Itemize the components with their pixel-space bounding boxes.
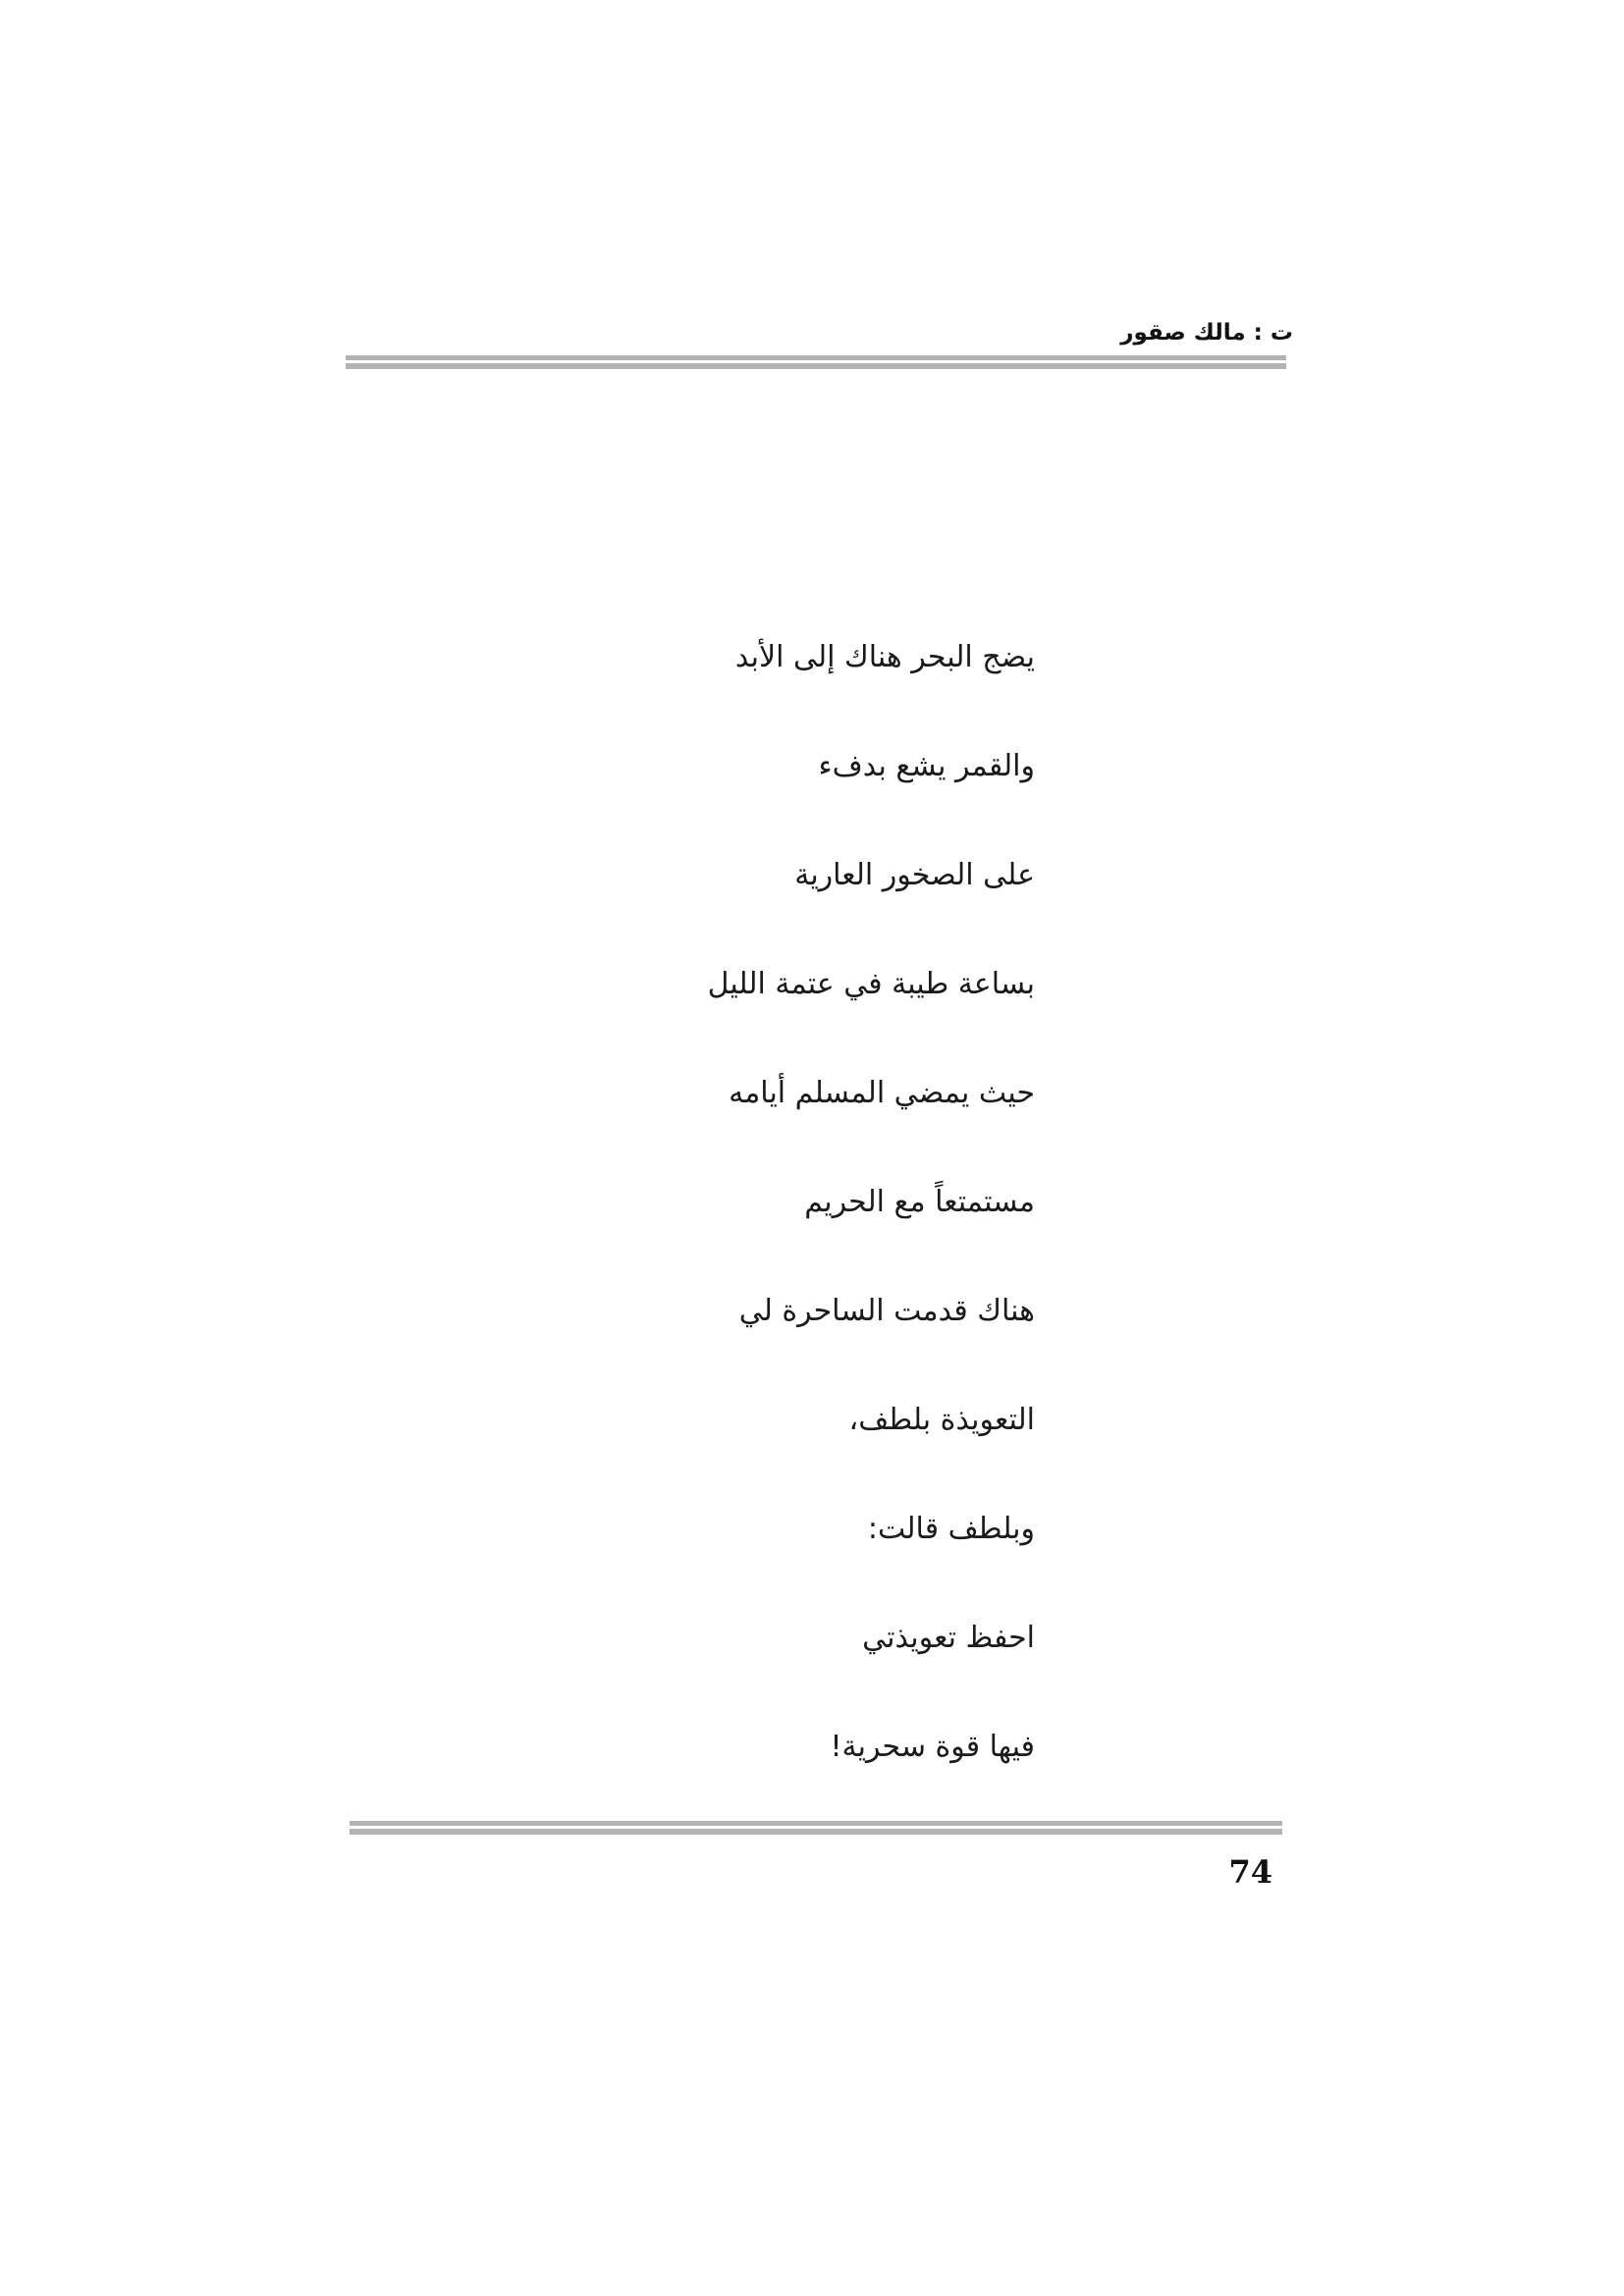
verse-line: وبلطف قالت:: [867, 1512, 1035, 1546]
verse-line: هناك قدمت الساحرة لي: [738, 1294, 1035, 1328]
verse-line: على الصخور العارية: [794, 858, 1035, 892]
verse-line: حيث يمضي المسلم أيامه: [729, 1076, 1035, 1110]
verse-line: والقمر يشع بدفء: [818, 749, 1035, 783]
verse-line: التعويذة بلطف،: [848, 1403, 1035, 1437]
verse-line: فيها قوة سحرية!: [830, 1730, 1035, 1764]
poem-text: [446, 628, 1035, 1827]
verse-line: احفظ تعويذتي: [862, 1621, 1035, 1655]
verse-line: بساعة طيبة في عتمة الليل: [707, 967, 1035, 1001]
verse-line: مستمتعاً مع الحريم: [804, 1185, 1035, 1219]
page-number: 74: [1228, 1853, 1272, 1891]
running-head: ت : مالك صقور: [1120, 320, 1293, 346]
header-divider: [346, 355, 1286, 369]
footer-divider: [350, 1821, 1282, 1835]
verse-line: يضج البحر هناك إلى الأبد: [734, 640, 1035, 674]
